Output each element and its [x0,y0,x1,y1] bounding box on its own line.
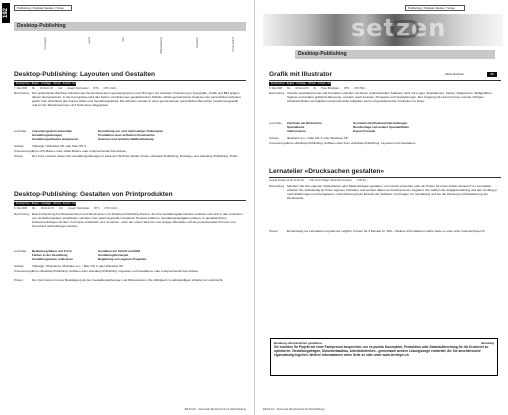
row-label: Software [14,145,24,148]
row-label: Beschreibung [14,92,30,95]
callout-body: Sie möchten Ihr Projekt mit einer Fachperson besprechen, um es punkto Konzeption, Produktion oder Datenaufbereitung für die Druckerei zu optimieren. Gestaltungsfragen, Dokumentaufbau, Arbeitstechniken - gemeinsam werden Lösungswege erarbeitet, die Sie anschliessend eigenständig begehen. Weitere Informationen siehe Seite xx oder unter www.lernfoyer.ch [274,345,489,358]
topic-item: Spezialtexte [287,124,305,129]
running-head: Publishing | Digitale Medien | Video [14,5,72,11]
note-text: Der Kurs leitet mit einer Bestätigung ab den Gestaltungsübungen und Diskussionen. Die Fähigkeit zu selbständigem Arbeiten ist erwünscht. [32,278,224,282]
topic-item: Rundverläge und andere Spezialeffekte [353,124,410,129]
software-text: InDesign / Windows XP oder Mac OS X [32,144,87,148]
course-meta [14,207,118,210]
section-title: Desktop-Publishing [295,50,495,59]
meta-day: Mi [32,87,35,90]
requirements-text: Kurs «Desktop-Publishing: Aufbau» oder Kurs «Desktop-Publishing: Layouten und Gestalten». [287,141,417,145]
topic-item: Gestalten mit Schrift und Bild [98,249,141,253]
info-text: Ein Einstieg ins Lernatelier ist jederzeit möglich. Kosten für 3 Monate Fr. 200.– Weitere Informationen siehe Seite xx oder unter www.lernfoyer.ch [287,229,485,233]
section-title: Desktop-Publishing [14,22,246,31]
meta-day: Do [287,87,291,90]
row-label: Software [269,137,279,140]
meta-date: 7. Mai 2008 [14,87,28,90]
topic-item: Export-Formate [353,128,376,133]
row-label: Beschreibung [14,213,30,216]
description-text: Der spielerische Wechsel zwischen der Anwendung des Layoutprogramms und Übungen zur visuellen Umsetzung in Typografie, Grafik und Bild prägen diesen Semesterkurs. In der Kursgruppe wird das Sehen und Erkennen gestalterischer Abläufe mittels gemeinsamer Analysen der persönlichen Arbeiten geübt. Den Abschluss des Kurses bildet eine Gestaltungsarbeit. Die Arbeiten werden in einer gemeinsamen persönlichen Besuchen zusammengestellt und an die Teilnehmerinnen und Teilnehmer abgegeben. [32,91,241,107]
meta-location: BTS [344,87,350,90]
banner-label: Grundlagen [44,37,47,50]
meta-fee: CHF 1'100.– [104,207,119,210]
topic-item: Produktion einer einfachen Drucksache [98,132,155,137]
page-footer: EB Zürich · Kantonale Berufsschule für Weiterbildung [184,408,246,411]
topic-item: Scannen und einfache Bildbearbeitung [98,136,154,141]
row-label: Voraussetzungen [14,150,34,153]
article-title: Desktop-Publishing: Layouten und Gestalten [14,71,156,78]
description-row [14,92,246,108]
description-text: Eine Fortsetzung für Absolventinnen und Absolventen von Desktop-Publishing-Kursen, die ihre Gestaltungskenntnisse vertiefen und sich in das Umsetzen von Gestaltungsideen einarbeiten möchten. Der spannungsvollen kreativen Prozess erfahren, Gestaltungsaufgaben planen, in gestalterischen Zusammenhängen denken, Konzepte entwickeln und umsetzen. «Von der ersten Idee bis zum fertigen Resultat» soll als professioneller Prozess von Grund auf nachvollzogen werden. [32,212,243,228]
note-row [14,155,246,159]
running-head: Publishing | Digitale Medien | Video [405,5,465,11]
meta-day: Mo [32,207,36,210]
description-row [269,92,501,104]
meta-time: 18.00-21.30 [295,87,309,90]
divider [269,177,501,178]
meta-schedule: Jeweils Freitag 14.00-17.00 Uhr [269,179,305,182]
page-footer: EB Zürich · Kantonale Berufsschule für Weiterbildung [263,408,325,411]
description-row [269,185,501,201]
meta-date: 8. Mai 2008 [269,87,283,90]
note-row [14,279,246,283]
topics-row [269,122,501,134]
row-label: Lerninhalte [269,122,282,125]
topic-item: Gestaltungsideen realisieren [32,256,74,261]
note-text: Der Kurs umfasst neben den Gestaltungsübungen in etwa den Stoff der beiden Kurse «Desktop-Publishing: Einstieg» und «Desktop-Publishing: Profi». [32,154,239,158]
topic-item: Begleitung von eigenen Projekten [98,256,147,261]
topics-grid [287,122,443,134]
description-row [14,213,246,229]
meta-teacher: Joseph Hochstetter [67,87,89,90]
divider [14,200,246,201]
banner-label: Bildbearbeitung [160,37,163,54]
software-text: Illustrator a.o. / Mac OS X oder Windows XP [287,136,348,140]
divider [14,80,246,81]
meta-fee: CHF 80.– [356,179,368,182]
requirements-row [269,142,501,146]
row-label: Beschreibung [269,92,285,95]
row-label: Beschreibung [269,185,285,188]
meta-header: Kursnummer · Beginn · Kurstage · Uhrzeit · Kursort · Kursleitung · Gebühr [16,82,95,85]
course-meta [14,87,118,90]
row-label: Hinweis [269,230,278,233]
banner-label: Layout [88,37,91,45]
topics-grid [32,250,188,262]
row-label: Hinweis [14,279,23,282]
topic-item: Herstellung ein- und mehrseitiger Dokumente [98,129,164,133]
meta-header: Kursnummer · Beginn · Kurstage · Uhrzeit · Kursort · Kursleitung · Gebühr [271,82,350,85]
meta-time: 18.00-21.15 [39,87,54,90]
meta-location: BTS [94,207,100,210]
software-text: InDesign, Photoshop, Illustrator a.o. / Mac OS X oder Windows XP [32,264,124,268]
badge-label: Adobe Illustrator [445,73,464,76]
requirements-text: Kurs «Desktop-Publishing: Aufbau» oder «Desktop-Publishing: Layouten und Gestalten» oder entsprechende Kenntnisse. [32,269,199,273]
topic-item: Layoutprogramm anwenden [32,129,73,133]
meta-date: 5. Mai 2008 [14,207,28,210]
article-title: Grafik mit Illustrator [269,71,333,78]
topic-item: Zeichnen am Bildschirm [287,121,322,125]
topics-row [14,250,246,262]
consultation-callout [270,338,498,376]
description-text: Visuelle Gestaltelemente und Gestalten erstellen mit dieser professionellen Software nicht nur Logos, Illustrationen, Karten, Diagramme, Weltgrafiken, Signete und andere grafische Elemente, sondern auch Inserate, Prospekte und Verpackungen. Der Umgang mit Linien-Kurven und die richtigen Arbeitstechniken ermöglichen anspruchsvolle Aufgaben auch mit gestalterischen Freiheiten zu lösen. [287,91,493,103]
topics-row [14,130,246,142]
row-label: Lerninhalte [14,130,27,133]
meta-fee: CHF 560.– [354,87,367,90]
meta-teacher: Peter Bräutigam [321,87,340,90]
illustrator-logo-icon: AI [487,72,497,77]
meta-teacher: Fritz Franz-Hügel / Erika Zimmermann [309,179,352,182]
description-text: Möchten Sie Ihre eigenen Visitenkarten oder Mailunterlagen gestalten, ein Inserat entwerfen oder ein Poster für einen Anlass kreieren? Im Lernatelier arbeiten Sie selbständig an Ihrem eigenen Vorhaben und werden dabei von Fachpersonen begleitet. Sie wählen die Aufgabenstellung und den Umfang je nach Erfahrungen und Fertigkeiten. Unterstützung beim Einsatz der Software, bei Fragen zur Gestaltung und bei der Planung und Realisierung der Drucksache. [287,184,498,200]
meta-header: Kursnummer · Beginn · Kurstage · Uhrzeit · Kursort · Kursleitung · Gebühr [16,202,95,205]
topic-item: Gestaltungsübungen [32,132,62,137]
banner-label: Illustration [196,37,199,48]
callout-title: Beratung «Drucksachen gestalten» [274,341,323,345]
meta-teacher: Joseph Hochstetter [67,207,90,210]
meta-location: BTS [93,87,99,90]
banner-label: Satz [122,37,125,42]
topic-item: Vektorisieren [287,128,306,133]
callout-tag: Beratung [481,341,494,345]
row-label: Voraussetzungen [14,270,34,273]
topic-item: Geometrische/freehand Darstellungen [353,121,408,125]
page-number: 192 [2,3,10,23]
banner-ghost-text: setzen [351,14,447,42]
topic-item: Bedeutung Raum und Form [32,249,72,253]
row-label: Hinweis [14,155,23,158]
topic-item: Gestaltungskonzepte [98,252,129,257]
topics-grid [32,130,188,142]
banner-ghost-shape [391,20,419,38]
meta-sessions: 8x [313,87,317,90]
meta-fee: CHF 1'100.– [103,87,118,90]
topic-item: Farben in der Gestaltung [32,252,68,257]
row-label: Lerninhalte [14,250,27,253]
topic-item: Gestaltungsarbeiten analysieren [32,136,79,141]
meta-sessions: 13x [58,207,63,210]
meta-sessions: 13x [58,87,63,90]
requirements-row [14,270,246,274]
row-label: Voraussetzungen [269,142,289,145]
requirements-text: Kurs «PC-Basic» oder «Mac-Basic» oder entsprechende Kenntnisse. [32,149,127,153]
course-meta [269,87,366,90]
row-label: Software [14,265,24,268]
meta-time: 18.00-21.15 [40,207,54,210]
course-meta [269,179,368,182]
info-row [269,230,501,234]
article-title: Desktop-Publishing: Gestalten von Printprodukten [14,191,173,198]
banner-photo [263,14,503,46]
divider [269,80,501,81]
article-title: Lernatelier «Drucksachen gestalten» [269,168,385,175]
banner-label: Druckvorstufe [232,37,235,52]
